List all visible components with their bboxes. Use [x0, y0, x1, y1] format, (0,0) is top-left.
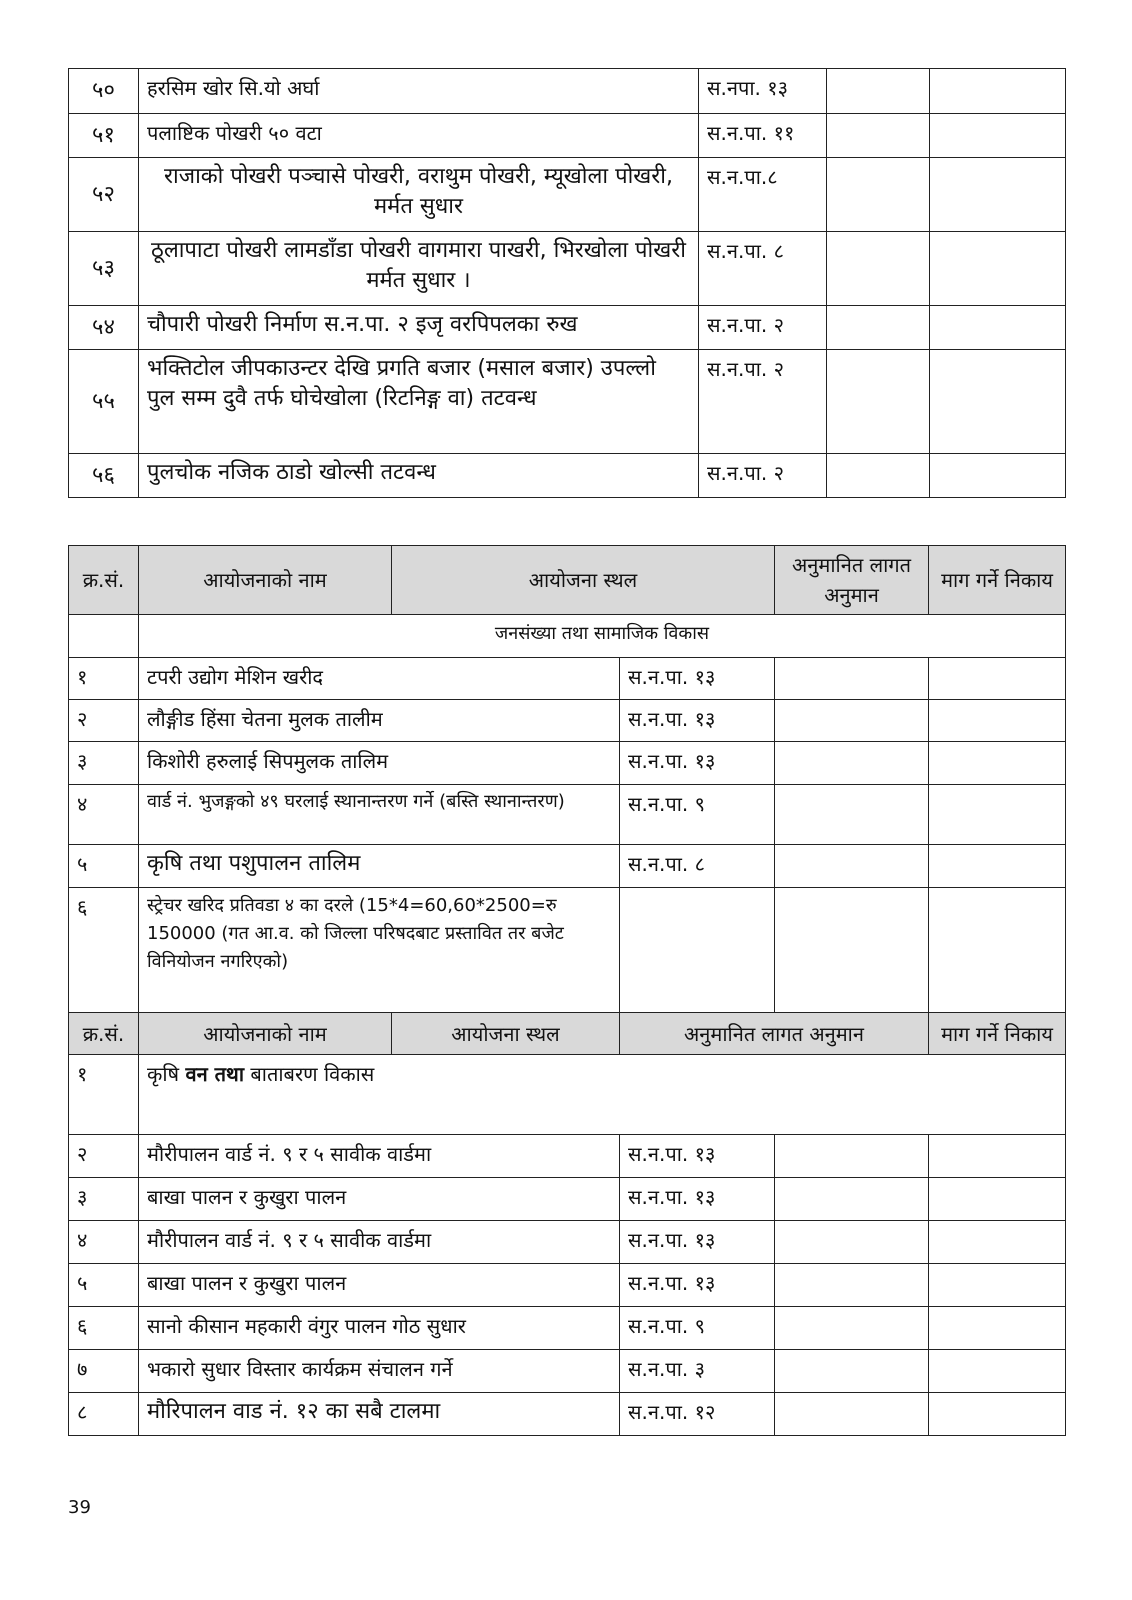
- row-number: ३: [69, 1178, 139, 1221]
- estimated-cost: [775, 888, 929, 1013]
- project-location: स.न.पा. १२: [620, 1393, 775, 1436]
- project-location: स.न.पा. २: [699, 306, 827, 350]
- requesting-agency: [929, 700, 1066, 742]
- table-header: [69, 1013, 1066, 1055]
- estimated-cost: [775, 1264, 929, 1307]
- table-row: [69, 1264, 1066, 1307]
- header-serial: क्र.सं.: [69, 546, 139, 615]
- project-name: सानो कीसान महकारी वंगुर पालन गोठ सुधार: [139, 1307, 620, 1350]
- table-row: [69, 785, 1066, 845]
- section-row: [69, 1055, 1066, 1135]
- section-title-pre: कृषि: [147, 1062, 180, 1086]
- row-number: ६: [69, 888, 139, 1013]
- requesting-agency: [929, 742, 1066, 785]
- row-number: ५६: [69, 454, 139, 498]
- project-location: स.न.पा. ११: [699, 114, 827, 158]
- estimated-cost: [827, 350, 930, 454]
- project-name: लौङ्गीड हिंसा चेतना मुलक तालीम: [139, 700, 620, 742]
- estimated-cost: [827, 232, 930, 306]
- estimated-cost: [775, 1221, 929, 1264]
- table-row: [69, 1350, 1066, 1393]
- table-row: [69, 1221, 1066, 1264]
- project-name: स्ट्रेचर खरिद प्रतिवडा ४ का दरले (15*4=60,60*2500=रु 150000 (गत आ.व. को जिल्ला परिषदबाट प्रस्तावित तर बजेट विनियोजन नगरिएको): [139, 888, 620, 1013]
- project-name: पुलचोक नजिक ठाडो खोल्सी तटवन्ध: [139, 454, 699, 498]
- requesting-agency: [930, 69, 1066, 114]
- project-location: स.न.पा. ३: [620, 1350, 775, 1393]
- project-name: बाखा पालन र कुखुरा पालन: [139, 1178, 620, 1221]
- project-location: स.न.पा. ८: [699, 232, 827, 306]
- requesting-agency: [929, 1178, 1066, 1221]
- project-name: टपरी उद्योग मेशिन खरीद: [139, 658, 620, 700]
- row-number: ५: [69, 1264, 139, 1307]
- project-location: स.न.पा. २: [699, 350, 827, 454]
- project-location: स.न.पा. ९: [620, 1307, 775, 1350]
- row-number: ५५: [69, 350, 139, 454]
- header-estimated-cost: अनुमानित लागत अनुमान: [620, 1013, 929, 1055]
- estimated-cost: [775, 1135, 929, 1178]
- project-location: स.न.पा.८: [699, 158, 827, 232]
- requesting-agency: [930, 114, 1066, 158]
- table-row: [69, 158, 1066, 232]
- requesting-agency: [929, 845, 1066, 888]
- requesting-agency: [930, 158, 1066, 232]
- project-location: स.न.पा. ९: [620, 785, 775, 845]
- table-row: [69, 700, 1066, 742]
- project-location: स.नपा. १३: [699, 69, 827, 114]
- page-number: 39: [68, 1497, 91, 1518]
- row-number: ६: [69, 1307, 139, 1350]
- project-name: भकारो सुधार विस्तार कार्यक्रम संचालन गर्ने: [139, 1350, 620, 1393]
- estimated-cost: [827, 158, 930, 232]
- estimated-cost: [827, 114, 930, 158]
- table-header: [69, 546, 1066, 615]
- table-row: [69, 69, 1066, 114]
- row-number: ५४: [69, 306, 139, 350]
- requesting-agency: [930, 350, 1066, 454]
- table-row: [69, 888, 1066, 1013]
- table-row: [69, 742, 1066, 785]
- project-name: भक्तिटोल जीपकाउन्टर देखि प्रगति बजार (मसाल बजार) उपल्लो पुल सम्म दुवै तर्फ घोचेखोला (रिटनिङ्ग वा) तटवन्ध: [139, 350, 699, 454]
- requesting-agency: [929, 1393, 1066, 1436]
- header-serial: क्र.सं.: [69, 1013, 139, 1055]
- project-location: स.न.पा. १३: [620, 700, 775, 742]
- section-serial: [69, 615, 139, 658]
- section-title-post: बाताबरण विकास: [250, 1062, 375, 1086]
- header-estimated-cost: अनुमानित लागत अनुमान: [775, 546, 929, 615]
- row-number: ३: [69, 742, 139, 785]
- estimated-cost: [775, 700, 929, 742]
- row-number: ७: [69, 1350, 139, 1393]
- requesting-agency: [929, 888, 1066, 1013]
- project-location: स.न.पा. १३: [620, 1264, 775, 1307]
- requesting-agency: [930, 306, 1066, 350]
- project-name: मौरिपालन वाड नं. १२ का सबै टालमा: [139, 1393, 620, 1436]
- row-number: ४: [69, 785, 139, 845]
- project-name: मौरीपालन वार्ड नं. ९ र ५ सावीक वार्डमा: [139, 1221, 620, 1264]
- estimated-cost: [827, 69, 930, 114]
- row-number: ५३: [69, 232, 139, 306]
- estimated-cost: [775, 742, 929, 785]
- row-number: १: [69, 658, 139, 700]
- project-location: स.न.पा. १३: [620, 1178, 775, 1221]
- project-location: स.न.पा. १३: [620, 742, 775, 785]
- project-location: [620, 888, 775, 1013]
- row-number: ५१: [69, 114, 139, 158]
- row-number: २: [69, 1135, 139, 1178]
- estimated-cost: [775, 1307, 929, 1350]
- project-name: पलाष्टिक पोखरी ५० वटा: [139, 114, 699, 158]
- requesting-agency: [930, 454, 1066, 498]
- header-requesting-agency: माग गर्ने निकाय: [929, 546, 1066, 615]
- estimated-cost: [827, 454, 930, 498]
- section-title: जनसंख्या तथा सामाजिक विकास: [139, 615, 1066, 658]
- requesting-agency: [929, 658, 1066, 700]
- project-table: [68, 545, 1066, 1436]
- project-name: किशोरी हरुलाई सिपमुलक तालिम: [139, 742, 620, 785]
- project-name: मौरीपालन वार्ड नं. ९ र ५ सावीक वार्डमा: [139, 1135, 620, 1178]
- row-number: २: [69, 700, 139, 742]
- estimated-cost: [775, 1350, 929, 1393]
- table-row: [69, 114, 1066, 158]
- row-number: ४: [69, 1221, 139, 1264]
- project-name: हरसिम खोर सि.यो अर्घा: [139, 69, 699, 114]
- table-row: [69, 658, 1066, 700]
- section-title-bold: वन तथा: [185, 1062, 245, 1086]
- requesting-agency: [929, 1350, 1066, 1393]
- row-number: ५०: [69, 69, 139, 114]
- table-row: [69, 845, 1066, 888]
- project-location: स.न.पा. १३: [620, 1221, 775, 1264]
- table-row: [69, 306, 1066, 350]
- table-row: [69, 1393, 1066, 1436]
- project-name: वार्ड नं. भुजङ्गको ४९ घरलाई स्थानान्तरण गर्ने (बस्ति स्थानान्तरण): [139, 785, 620, 845]
- estimated-cost: [775, 1178, 929, 1221]
- table-row: [69, 1307, 1066, 1350]
- header-requesting-agency: माग गर्ने निकाय: [929, 1013, 1066, 1055]
- row-number: १: [69, 1055, 139, 1135]
- requesting-agency: [929, 1221, 1066, 1264]
- estimated-cost: [775, 785, 929, 845]
- header-location: आयोजना स्थल: [392, 1013, 620, 1055]
- requesting-agency: [930, 232, 1066, 306]
- project-name: चौपारी पोखरी निर्माण स.न.पा. २ इजृ वरपिपलका रुख: [139, 306, 699, 350]
- estimated-cost: [775, 845, 929, 888]
- header-location: आयोजना स्थल: [392, 546, 775, 615]
- header-project-name: आयोजनाको नाम: [139, 1013, 392, 1055]
- requesting-agency: [929, 1307, 1066, 1350]
- project-location: स.न.पा. २: [699, 454, 827, 498]
- section-row: [69, 615, 1066, 658]
- project-location: स.न.पा. १३: [620, 1135, 775, 1178]
- row-number: ५: [69, 845, 139, 888]
- project-name: बाखा पालन र कुखुरा पालन: [139, 1264, 620, 1307]
- table-row: [69, 1135, 1066, 1178]
- row-number: ५२: [69, 158, 139, 232]
- project-name: ठूलापाटा पोखरी लामडाँडा पोखरी वागमारा पाखरी, भिरखोला पोखरी मर्मत सुधार ।: [139, 232, 699, 306]
- project-name: कृषि तथा पशुपालन तालिम: [139, 845, 620, 888]
- requesting-agency: [929, 1135, 1066, 1178]
- estimated-cost: [775, 658, 929, 700]
- project-location: स.न.पा. १३: [620, 658, 775, 700]
- table-row: [69, 454, 1066, 498]
- requesting-agency: [929, 1264, 1066, 1307]
- estimated-cost: [775, 1393, 929, 1436]
- project-table-continued: [68, 68, 1066, 498]
- estimated-cost: [827, 306, 930, 350]
- project-location: स.न.पा. ८: [620, 845, 775, 888]
- requesting-agency: [929, 785, 1066, 845]
- row-number: ८: [69, 1393, 139, 1436]
- project-name: राजाको पोखरी पञ्चासे पोखरी, वराथुम पोखरी, म्यूखोला पोखरी, मर्मत सुधार: [139, 158, 699, 232]
- section-title: [139, 1055, 1066, 1135]
- table-row: [69, 232, 1066, 306]
- table-row: [69, 1178, 1066, 1221]
- table-row: [69, 350, 1066, 454]
- header-project-name: आयोजनाको नाम: [139, 546, 392, 615]
